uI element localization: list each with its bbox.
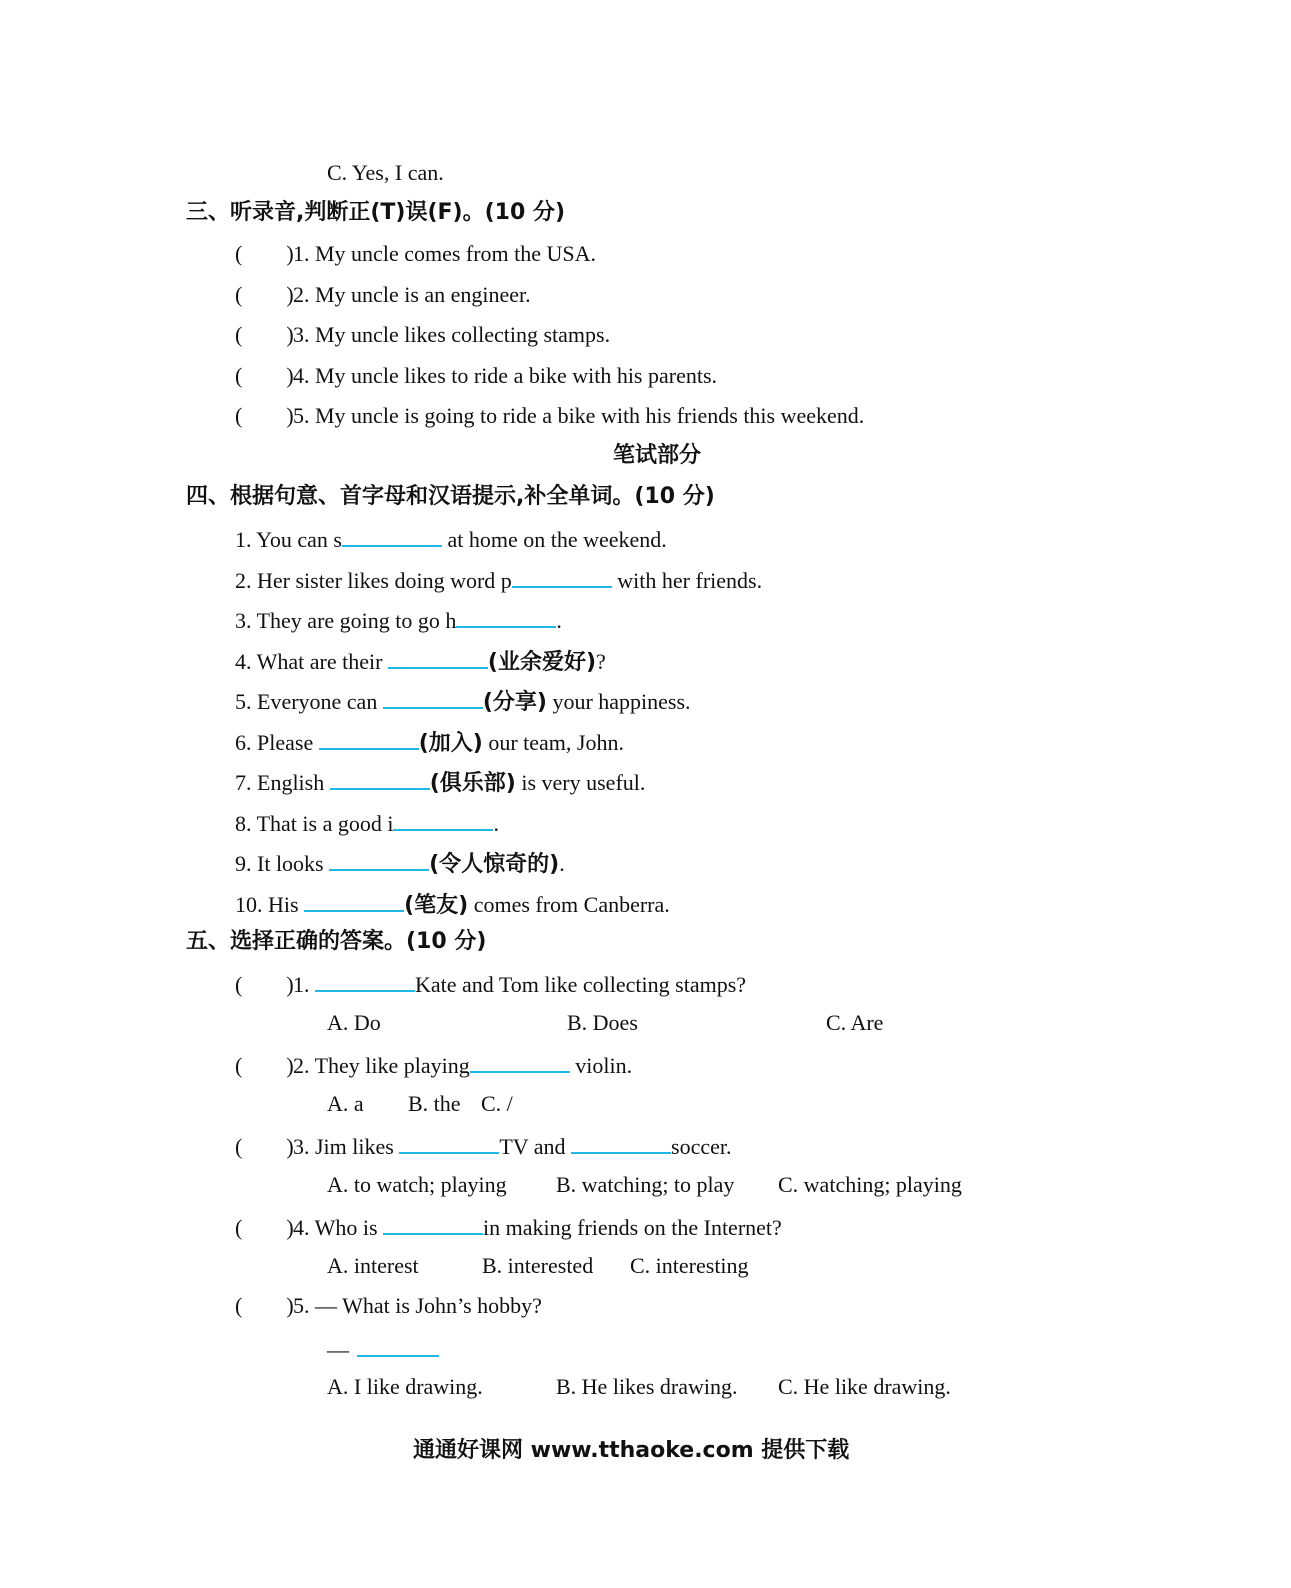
choice-question-3: ( )3. Jim likes TV and soccer. (235, 1130, 732, 1161)
fill-item-7: 7. English (俱乐部) is very useful. (235, 766, 645, 798)
option-c[interactable]: C. / (481, 1091, 513, 1116)
option-b[interactable]: B. interested (482, 1253, 594, 1278)
answer-blank[interactable] (357, 1333, 439, 1357)
q5-options (327, 1373, 951, 1401)
answer-blank[interactable] (470, 1049, 570, 1073)
answer-blank[interactable] (399, 1130, 499, 1154)
answer-blank[interactable] (342, 523, 442, 547)
answer-bracket[interactable]: ( ) (235, 1293, 294, 1318)
choice-question-1: ( )1. Kate and Tom like collecting stamps? (235, 968, 746, 999)
choice-question-2: ( )2. They like playing violin. (235, 1049, 632, 1080)
fill-item-1: 1. You can s at home on the weekend. (235, 523, 667, 554)
answer-blank[interactable] (393, 807, 493, 831)
answer-bracket[interactable]: ( ) (235, 972, 294, 997)
section3-heading: 三、听录音,判断正(T)误(F)。(10 分) (186, 200, 565, 225)
answer-blank[interactable] (383, 685, 483, 709)
answer-blank[interactable] (319, 726, 419, 750)
top-option: C. Yes, I can. (327, 160, 444, 185)
answer-bracket[interactable]: ( ) (235, 282, 294, 307)
option-c[interactable]: C. interesting (630, 1253, 749, 1278)
answer-bracket[interactable]: ( ) (235, 363, 294, 388)
q4-options (327, 1252, 749, 1280)
answer-blank[interactable] (456, 604, 556, 628)
answer-blank[interactable] (304, 888, 404, 912)
option-b[interactable]: B. the (408, 1091, 461, 1116)
answer-bracket[interactable]: ( ) (235, 322, 294, 347)
fill-item-2: 2. Her sister likes doing word p with her friends. (235, 564, 762, 595)
fill-item-9: 9. It looks (令人惊奇的). (235, 847, 565, 879)
option-c[interactable]: C. He like drawing. (778, 1374, 951, 1399)
answer-bracket[interactable]: ( ) (235, 1053, 294, 1078)
written-part-title: 笔试部分 (613, 443, 702, 468)
choice-question-4: ( )4. Who is in making friends on the Internet? (235, 1211, 782, 1242)
fill-item-10: 10. His (笔友) comes from Canberra. (235, 888, 670, 920)
answer-blank[interactable] (330, 766, 430, 790)
answer-blank[interactable] (388, 645, 488, 669)
fill-item-5: 5. Everyone can (分享) your happiness. (235, 685, 691, 717)
tf-item-3: ( )3. My uncle likes collecting stamps. (235, 322, 611, 347)
section4-heading: 四、根据句意、首字母和汉语提示,补全单词。(10 分) (186, 484, 715, 509)
answer-blank[interactable] (329, 847, 429, 871)
answer-blank[interactable] (383, 1211, 483, 1235)
option-c[interactable]: C. Are (826, 1010, 884, 1035)
answer-bracket[interactable]: ( ) (235, 241, 294, 266)
option-a[interactable]: A. a (327, 1091, 364, 1116)
tf-item-2: ( )2. My uncle is an engineer. (235, 282, 531, 307)
tf-item-5: ( )5. My uncle is going to ride a bike with his friends this weekend. (235, 403, 865, 428)
option-c[interactable]: C. watching; playing (778, 1172, 962, 1197)
choice-question-5: ( )5. — What is John’s hobby? (235, 1293, 542, 1318)
fill-item-8: 8. That is a good i . (235, 807, 499, 838)
fill-item-3: 3. They are going to go h . (235, 604, 562, 635)
q5-response-line: — (327, 1333, 439, 1364)
footer-download-note: 通通好课网 www.tthaoke.com 提供下载 (413, 1438, 850, 1463)
option-a[interactable]: A. to watch; playing (327, 1172, 507, 1197)
option-b[interactable]: B. Does (567, 1010, 638, 1035)
option-a[interactable]: A. Do (327, 1010, 381, 1035)
q1-options (327, 1009, 883, 1037)
fill-item-4: 4. What are their (业余爱好)? (235, 645, 606, 677)
answer-blank[interactable] (512, 564, 612, 588)
answer-bracket[interactable]: ( ) (235, 1134, 294, 1159)
option-b[interactable]: B. watching; to play (556, 1172, 735, 1197)
tf-item-1: ( )1. My uncle comes from the USA. (235, 241, 597, 266)
answer-blank[interactable] (571, 1130, 671, 1154)
option-a[interactable]: A. I like drawing. (327, 1374, 483, 1399)
answer-bracket[interactable]: ( ) (235, 1215, 294, 1240)
option-a[interactable]: A. interest (327, 1253, 419, 1278)
tf-item-4: ( )4. My uncle likes to ride a bike with his parents. (235, 363, 718, 388)
option-b[interactable]: B. He likes drawing. (556, 1374, 738, 1399)
answer-blank[interactable] (315, 968, 415, 992)
q3-options (327, 1171, 962, 1199)
q2-options (327, 1090, 513, 1118)
answer-bracket[interactable]: ( ) (235, 403, 294, 428)
fill-item-6: 6. Please (加入) our team, John. (235, 726, 624, 758)
section5-heading: 五、选择正确的答案。(10 分) (186, 929, 487, 954)
